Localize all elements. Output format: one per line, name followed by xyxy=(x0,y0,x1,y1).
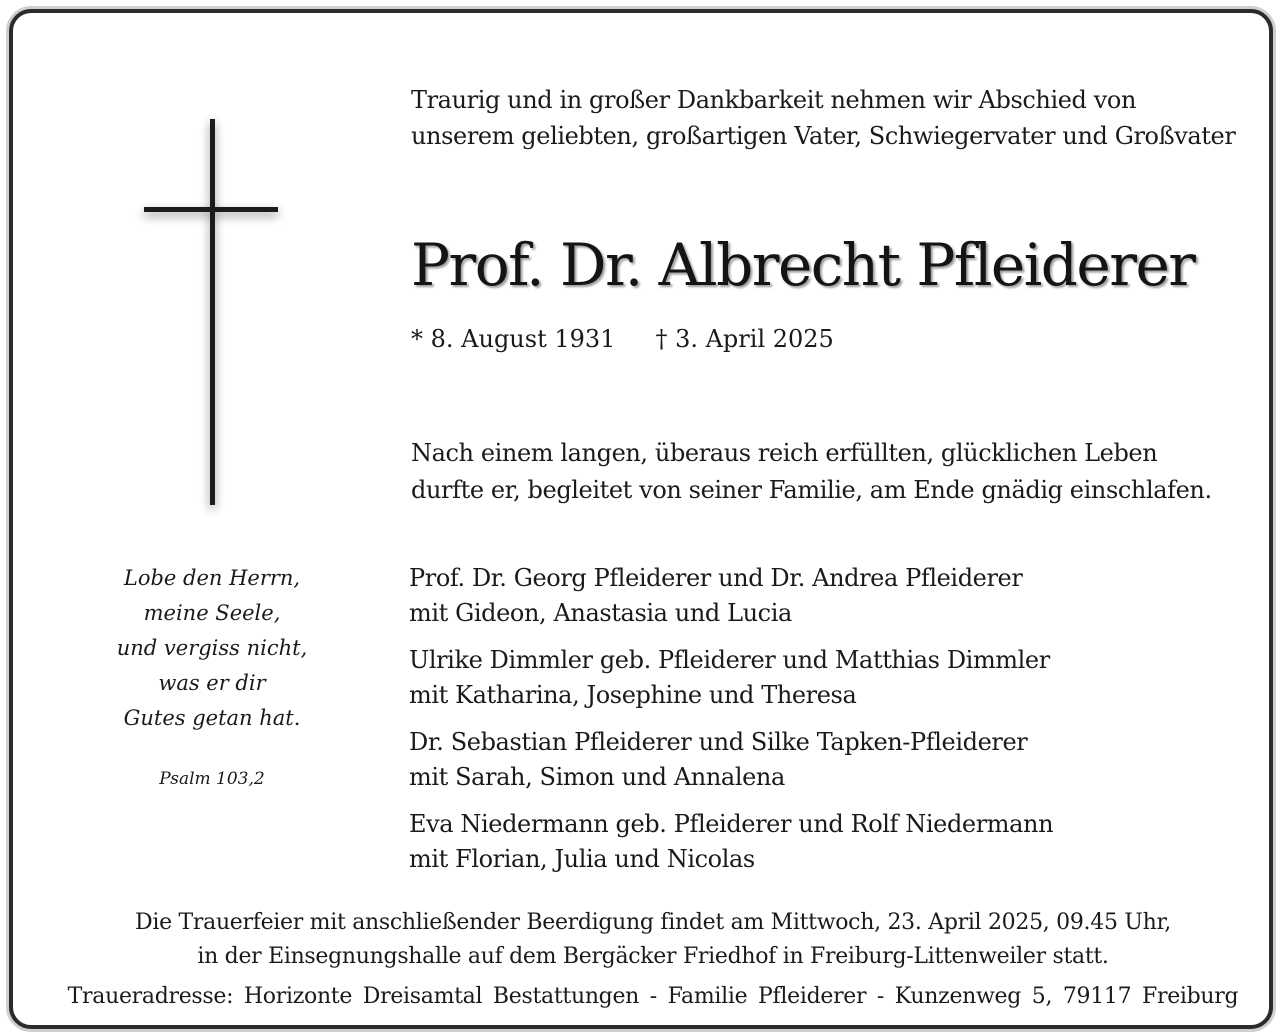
family-children: mit Gideon, Anastasia und Lucia xyxy=(409,599,792,627)
family-children: mit Sarah, Simon und Annalena xyxy=(409,763,785,791)
family-names: Prof. Dr. Georg Pfleiderer und Dr. Andrea Pfleiderer xyxy=(409,564,1023,592)
ceremony-location: in der Einsegnungshalle auf dem Bergäcker Friedhof in Freiburg-Littenweiler statt. xyxy=(197,944,1109,969)
intro-line: Traurig und in großer Dankbarkeit nehmen wir Abschied von xyxy=(411,86,1136,114)
paragraph-line: durfte er, begleitet von seiner Familie, am Ende gnädig einschlafen. xyxy=(411,476,1212,504)
family-list xyxy=(409,561,1053,889)
life-dates xyxy=(411,321,834,357)
ceremony-info: Die Trauerfeier mit anschließender Beerdigung findet am Mittwoch, 23. April 2025, 09.45 Uhr, xyxy=(135,910,1171,935)
verse-line: Lobe den Herrn, xyxy=(123,566,301,590)
intro-text xyxy=(411,82,1235,154)
mourning-address: Traueradresse: Horizonte Dreisamtal Bestattungen - Familie Pfleiderer - Kunzenweg 5, 79117 Freiburg xyxy=(67,984,1239,1009)
death-date: † 3. April 2025 xyxy=(655,325,834,353)
verse-line: meine Seele, xyxy=(143,601,281,625)
verse-line: was er dir xyxy=(158,671,266,695)
family-entry xyxy=(409,725,1053,795)
cross-icon xyxy=(133,113,293,523)
farewell-paragraph xyxy=(411,435,1212,509)
notice-frame xyxy=(9,9,1273,1029)
family-names: Eva Niedermann geb. Pfleiderer und Rolf Niedermann xyxy=(409,810,1054,838)
paragraph-line: Nach einem langen, überaus reich erfüllten, glücklichen Leben xyxy=(411,439,1158,467)
family-names: Ulrike Dimmler geb. Pfleiderer und Matthias Dimmler xyxy=(409,646,1050,674)
psalm-verse xyxy=(93,561,331,797)
intro-line: unserem geliebten, großartigen Vater, Schwiegervater und Großvater xyxy=(411,122,1236,150)
family-entry xyxy=(409,643,1053,713)
verse-line: und vergiss nicht, xyxy=(116,636,308,660)
birth-date: * 8. August 1931 xyxy=(411,325,616,353)
deceased-name: Prof. Dr. Albrecht Pfleiderer xyxy=(411,231,1195,299)
verse-reference: Psalm 103,2 xyxy=(159,769,265,789)
verse-line: Gutes getan hat. xyxy=(123,706,301,730)
family-children: mit Katharina, Josephine und Theresa xyxy=(409,681,857,709)
family-children: mit Florian, Julia und Nicolas xyxy=(409,845,755,873)
family-entry xyxy=(409,807,1053,877)
family-names: Dr. Sebastian Pfleiderer und Silke Tapken-Pfleiderer xyxy=(409,728,1028,756)
family-entry xyxy=(409,561,1053,631)
